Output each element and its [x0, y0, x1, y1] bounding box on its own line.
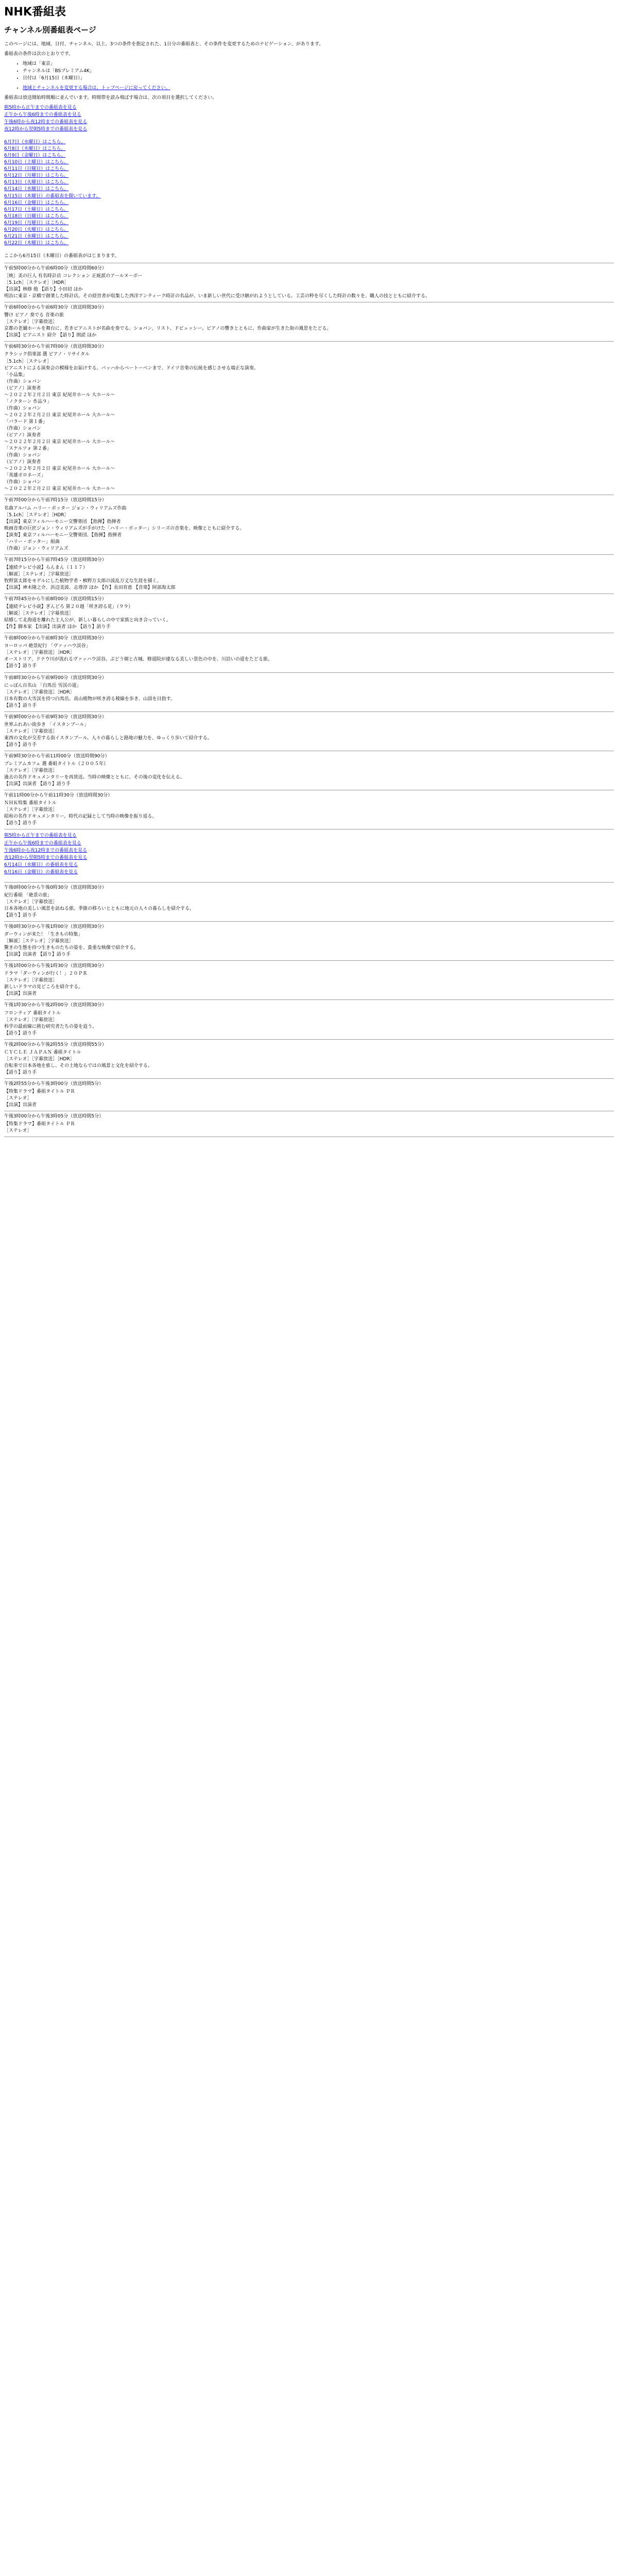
- program-time: 午前5時00分から午前6時00分（放送時間60分）: [4, 265, 107, 271]
- program-detail: 過去の名作ドキュメンタリーを再放送。当時の映像とともに、その後の変化を伝える。: [4, 775, 185, 781]
- program-detail: ［ステレオ］［字幕放送］［HDR］: [4, 650, 75, 656]
- program-item: [4, 497, 614, 552]
- next-day-link[interactable]: 6月16日（金曜日）の番組表を見る: [4, 869, 78, 875]
- date-link[interactable]: 6月22日（木曜日）はこちら。: [4, 240, 69, 246]
- program-detail: ピアニストによる演奏会の模様をお届けする。バッハからベートーベンまで、ドイツ音楽の伝統を感じさせる端正な演奏。: [4, 365, 259, 371]
- date-link[interactable]: 6月17日（土曜日）はこちら。: [4, 207, 69, 212]
- date-link[interactable]: 6月12日（月曜日）はこちら。: [4, 173, 69, 179]
- nav-intro: 番組表は放送開始時間順に並んでいます。時間帯を読み飛ばす場合は、次の項目を選択してください。: [4, 95, 217, 100]
- program-detail: 〜２０２２年２月２日 東京 紀尾井ホール 大ホール〜: [4, 392, 115, 398]
- divider: [4, 1078, 614, 1079]
- program-detail: 【語り】語り手: [4, 912, 37, 918]
- program-detail: 〜２０２２年２月２日 東京 紀尾井ホール 大ホール〜: [4, 466, 115, 472]
- program-detail: ［5.1ch］［ステレオ］［HDR］: [4, 512, 69, 518]
- program-item: [4, 924, 614, 958]
- program-item: [4, 1042, 614, 1076]
- divider: [4, 554, 614, 555]
- program-detail: ［ステレオ］: [4, 1128, 32, 1134]
- program-detail: 日本有数の大雪渓を持つ白馬岳。高山植物が咲き誇る稜線を歩き、山頂を目指す。: [4, 696, 175, 702]
- program-item: [4, 344, 614, 493]
- program-time: 午前9時00分から午前9時30分（放送時間30分）: [4, 714, 107, 720]
- program-detail: ［ステレオ］［字幕放送］: [4, 768, 58, 774]
- program-time: 午前6時00分から午前6時30分（放送時間30分）: [4, 305, 107, 311]
- program-time: 午後1時30分から午後2時00分（放送時間30分）: [4, 1003, 107, 1008]
- program-item: [4, 1113, 614, 1134]
- program-time: 午前8時30分から午前9時00分（放送時間30分）: [4, 675, 107, 681]
- program-time: 午前7時45分から午前8時00分（放送時間15分）: [4, 597, 107, 602]
- time-link-morning[interactable]: 朝5時から正午までの番組表を見る: [4, 833, 77, 839]
- program-title: フロンティア 番組タイトル: [4, 1010, 61, 1016]
- page-subtitle: チャンネル別番組表ページ: [4, 25, 96, 35]
- condition-channel: • チャンネルは「BSプレミアム4K」: [23, 68, 614, 75]
- program-detail: ［ステレオ］［字幕放送］: [4, 978, 58, 984]
- program-detail: （作曲）ショパン: [4, 405, 41, 411]
- program-title: 【連続テレビ小説】ぎんどろ 第２０週「咲き誇る花」（９９）: [4, 604, 133, 610]
- program-detail: ［ステレオ］［字幕放送］: [4, 1017, 58, 1023]
- change-list: [4, 85, 614, 92]
- program-detail: 「スケルツォ 第２番」: [4, 446, 52, 452]
- program-detail: ［ステレオ］: [4, 1096, 32, 1101]
- program-detail: 【出演】ピアニスト 紹介 【語り】朗読 ほか: [4, 333, 97, 338]
- program-detail: （作曲）ショパン: [4, 379, 41, 384]
- program-title: ＮＨＫ特集 番組タイトル: [4, 801, 57, 806]
- program-detail: 〜２０２２年２月２日 東京 紀尾井ホール 大ホール〜: [4, 412, 115, 418]
- time-link-evening[interactable]: 午後6時から夜12時までの番組表を見る: [4, 848, 88, 853]
- time-link-night[interactable]: 夜12時から翌朝5時までの番組表を見る: [4, 855, 88, 860]
- program-item: [4, 963, 614, 997]
- program-detail: オーストリア、ドナウ川が流れるヴァッハウ渓谷。ぶどう畑と古城、修道院が連なる美しい景色の中を、川沿いの道をたどる旅。: [4, 657, 272, 663]
- program-time: 午後0時00分から午後0時30分（放送時間30分）: [4, 885, 107, 890]
- program-detail: 「ハリー・ポッター」組曲: [4, 539, 60, 545]
- program-time: 午前9時30分から午前11時00分（放送時間90分）: [4, 754, 110, 759]
- program-detail: ［ステレオ］［字幕放送］: [4, 807, 58, 813]
- prev-day-link[interactable]: 6月14日（水曜日）の番組表を見る: [4, 862, 78, 868]
- program-detail: 「英雄ポロネーズ」: [4, 473, 46, 479]
- program-detail: 【語り】語り手: [4, 664, 37, 669]
- program-time: 午後3時00分から午後3時05分（放送時間5分）: [4, 1114, 104, 1120]
- program-title: ドラマ「ダーウィンが行く！」２０ＰＲ: [4, 971, 88, 977]
- program-time: 午前11時00分から午前11時30分（放送時間30分）: [4, 793, 113, 799]
- program-time: 午後2時55分から午後3時00分（放送時間5分）: [4, 1081, 104, 1087]
- program-detail: 【語り】語り手: [4, 742, 37, 748]
- program-item: [4, 714, 614, 749]
- program-title: ダーウィンが来た！「生きもの特集」: [4, 932, 83, 938]
- divider: [4, 882, 614, 883]
- program-detail: （作曲）ジョン・ウィリアムズ: [4, 546, 68, 551]
- program-title: 世界ふれあい街歩き 「イスタンブール」: [4, 722, 89, 727]
- program-title: 響け ピアノ 奏でる 音楽の旅: [4, 313, 64, 318]
- divider: [4, 711, 614, 712]
- program-time: 午前6時30分から午前7時00分（放送時間30分）: [4, 344, 107, 350]
- change-item: [23, 85, 614, 92]
- program-detail: （作曲）ショパン: [4, 480, 41, 485]
- program-title: 【特集ドラマ】番組タイトル ＰＲ: [4, 1122, 75, 1127]
- date-link[interactable]: 6月8日（木曜日）はこちら。: [4, 146, 66, 152]
- program-detail: 〜２０２２年２月２日 東京 紀尾井ホール 大ホール〜: [4, 439, 115, 445]
- program-time: 午後1時00分から午後1時30分（放送時間30分）: [4, 963, 107, 969]
- page-title: NHK番組表: [4, 6, 66, 19]
- program-detail: ［ステレオ］［字幕放送］: [4, 319, 58, 325]
- program-detail: 驚きの生態を持つ生きものたちの姿を、貴重な映像で紹介する。: [4, 945, 139, 951]
- program-detail: ［解説］［ステレオ］［字幕放送］: [4, 611, 74, 617]
- time-links: [4, 105, 614, 133]
- program-detail: 明治に東京・京橋で創業した時計店。その経営者が収集した西洋アンティーク時計の名品が、いま新しい世代に受け継がれようとしている。工芸の粋を尽くした時計の数々を、職人の技とともに紹介する。: [4, 294, 430, 299]
- program-detail: 日本各地の美しい風景を訪ねる旅。季節の移ろいとともに地元の人々の暮らしを紹介する。: [4, 906, 195, 911]
- program-item: [4, 885, 614, 919]
- program-detail: ［ステレオ］［字幕放送］［HDR］: [4, 689, 75, 695]
- program-title: クラシック倶楽部 選 ピアノ・リサイタル: [4, 352, 90, 358]
- program-detail: ［ステレオ］［字幕放送］［HDR］: [4, 1056, 75, 1062]
- program-item: [4, 1002, 614, 1037]
- program-detail: ［5.1ch］［ステレオ］: [4, 359, 52, 364]
- program-title: 名曲アルバム ハリー・ポッター ジョン・ウィリアムズ作曲: [4, 505, 127, 511]
- program-detail: 〜２０２２年２月２日 東京 紀尾井ホール 大ホール〜: [4, 486, 115, 492]
- back-to-top-link[interactable]: 地域とチャンネルを変更する場合は、トップページに戻ってください。: [23, 85, 170, 91]
- program-detail: （ピアノ）演奏者: [4, 433, 41, 438]
- program-item: [4, 1081, 614, 1109]
- program-detail: 【出演】出演者 【語り】語り手: [4, 952, 71, 958]
- condition-area: • 地域は「東京」: [23, 61, 614, 67]
- program-detail: 【出演】出演者: [4, 991, 37, 997]
- program-detail: 【出演】東京フィルハーモニー交響楽団 【指揮】指揮者: [4, 519, 121, 524]
- date-links: [4, 139, 614, 247]
- program-detail: 【作】脚本家 【出演】出演者 ほか 【語り】語り手: [4, 624, 111, 630]
- date-link[interactable]: 6月14日（水曜日）はこちら。: [4, 187, 69, 192]
- program-detail: 東西の文化が交差する街イスタンブール。人々の暮らしと路地の魅力を、ゆっくり歩いて紹介する。: [4, 735, 212, 741]
- time-link-evening[interactable]: 午後6時から夜12時までの番組表を見る: [4, 120, 88, 125]
- divider: [4, 672, 614, 673]
- program-title: ＣＹＣＬＥ ＪＡＰＡＮ 番組タイトル: [4, 1049, 81, 1055]
- program-detail: （作曲）ショパン: [4, 453, 41, 459]
- date-link[interactable]: 6月11日（日曜日）はこちら。: [4, 166, 69, 172]
- program-time: 午後0時30分から午後1時00分（放送時間30分）: [4, 924, 107, 929]
- program-detail: 結婚して北海道を離れた主人公が、新しい暮らしの中で家族と向き合っていく。: [4, 618, 171, 623]
- date-link[interactable]: 6月18日（日曜日）はこちら。: [4, 213, 69, 219]
- schedule-header: ここから6月15日（木曜日）の番組表がはじまります。: [4, 253, 119, 259]
- date-link[interactable]: 6月13日（火曜日）はこちら。: [4, 180, 69, 185]
- program-detail: 【出演】出演者 【語り】語り手: [4, 782, 71, 787]
- date-link[interactable]: 6月20日（火曜日）はこちら。: [4, 227, 69, 232]
- program-title: ヨーロッパ 絶景紀行 「ヴァッハウ渓谷」: [4, 643, 91, 649]
- conditions-header: 番組表の条件は次のとおりです。: [4, 51, 74, 57]
- program-detail: 自転車で日本各地を旅し、その土地ならではの風景と文化を紹介する。: [4, 1063, 152, 1069]
- program-item: [4, 753, 614, 788]
- program-detail: 科学の最前線に挑む研究者たちの姿を追う。: [4, 1024, 97, 1029]
- date-link[interactable]: 6月9日（金曜日）はこちら。: [4, 153, 66, 159]
- program-detail: （ピアノ）演奏者: [4, 385, 41, 391]
- program-title: 【連続テレビ小説】らんまん（１１７）: [4, 565, 88, 570]
- page: [0, 0, 618, 1142]
- program-time: 午前7時00分から午前7時15分（放送時間15分）: [4, 498, 107, 503]
- program-title: ［映］美の巨人 有名時計店 コレクション 正統派のアールヌーボー: [4, 274, 143, 279]
- program-detail: （作曲）ショパン: [4, 426, 41, 431]
- program-detail: ［解説］［ステレオ］［字幕放送］: [4, 571, 74, 577]
- program-detail: 【語り】語り手: [4, 703, 37, 708]
- program-detail: ［ステレオ］［字幕放送］: [4, 728, 58, 734]
- program-time: 午後2時00分から午後2時55分（放送時間55分）: [4, 1042, 107, 1047]
- time-link-afternoon[interactable]: 正午から午後6時までの番組表を見る: [4, 112, 81, 118]
- program-detail: ［解説］［ステレオ］［字幕放送］: [4, 939, 74, 944]
- program-time: 午前8時00分から午前8時30分（放送時間30分）: [4, 636, 107, 641]
- program-title: 紀行番組 「絶景の旅」: [4, 892, 52, 898]
- program-detail: 映画音楽の巨匠ジョン・ウィリアムズが手がけた「ハリー・ポッター」シリーズの音楽を、映像とともに紹介する。: [4, 526, 245, 531]
- program-item: [4, 265, 614, 300]
- divider: [4, 1039, 614, 1040]
- program-item: [4, 557, 614, 591]
- divider: [4, 960, 614, 961]
- program-item: [4, 635, 614, 670]
- program-title: にっぽん百名山 「白馬岳 雪渓の道」: [4, 683, 81, 688]
- program-detail: 牧野富太郎をモデルにした植物学者・槙野万太郎の波乱万丈な生涯を描く。: [4, 578, 162, 584]
- program-detail: （ピアノ）演奏者: [4, 460, 41, 465]
- program-detail: 「バラード 第１番」: [4, 419, 47, 425]
- program-item: [4, 792, 614, 827]
- condition-date: • 日付は「6月15日（木曜日）」: [23, 75, 614, 82]
- divider: [4, 341, 614, 342]
- program-detail: 【演奏】東京フィルハーモニー交響楽団、【指揮】指揮者: [4, 532, 122, 538]
- program-list-afternoon: [4, 885, 614, 1138]
- program-detail: 新しいドラマの見どころを紹介する。: [4, 985, 83, 990]
- program-detail: 【語り】語り手: [4, 821, 37, 826]
- program-detail: 【語り】語り手: [4, 1030, 37, 1036]
- program-title: 【特集ドラマ】番組タイトル ＰＲ: [4, 1089, 75, 1094]
- time-links-mid: [4, 833, 614, 875]
- date-link[interactable]: 6月19日（月曜日）はこちら。: [4, 220, 69, 226]
- program-title: プレミアムカフェ 選 番組タイトル（２００５年）: [4, 761, 109, 767]
- program-detail: 「小品集」: [4, 372, 28, 378]
- program-detail: 「ノクターン 作品９」: [4, 399, 52, 404]
- date-link-current[interactable]: 6月15日（木曜日）の番組表を開いています。: [4, 193, 101, 199]
- date-link[interactable]: 6月7日（水曜日）はこちら。: [4, 140, 66, 145]
- time-link-morning[interactable]: 朝5時から正午までの番組表を見る: [4, 105, 77, 110]
- date-link[interactable]: 6月21日（水曜日）はこちら。: [4, 233, 69, 239]
- program-detail: 【語り】語り手: [4, 1070, 37, 1075]
- program-detail: ［5.1ch］［ステレオ］［HDR］: [4, 280, 69, 286]
- divider: [4, 921, 614, 922]
- program-item: [4, 675, 614, 709]
- intro-text: このページには、地域、日付、チャンネル、以上、3つの条件を指定された、1日分の番組表と、その条件を変更するためのナビゲーション、があります。: [4, 41, 324, 47]
- program-detail: ［ステレオ］［字幕放送］: [4, 899, 58, 905]
- time-link-night[interactable]: 夜12時から翌朝5時までの番組表を見る: [4, 127, 88, 132]
- program-detail: 京都の老舗ホールを舞台に、若きピアニストが名曲を奏でる。ショパン、リスト、ドビュッシー。ピアノの響きとともに、作曲家が生きた街の風景をたどる。: [4, 326, 332, 332]
- conditions-list: [4, 61, 614, 82]
- program-detail: 昭和の名作ドキュメンタリー。時代の記録として当時の映像を振り返る。: [4, 814, 157, 820]
- time-link-afternoon[interactable]: 正午から午後6時までの番組表を見る: [4, 840, 81, 846]
- program-item: [4, 596, 614, 631]
- program-detail: 【出演】神木隆之介、浜辺美波、志尊淳 ほか 【作】長田育恵 【音楽】阿部海太郎: [4, 585, 176, 591]
- program-list: [4, 265, 614, 830]
- date-link[interactable]: 6月10日（土曜日）はこちら。: [4, 160, 69, 165]
- divider: [4, 999, 614, 1000]
- date-link[interactable]: 6月16日（金曜日）はこちら。: [4, 200, 69, 206]
- program-detail: 【出演】出演者: [4, 1103, 37, 1108]
- program-detail: 【出演】林修 他 【語り】小田切 ほか: [4, 287, 83, 293]
- program-item: [4, 304, 614, 339]
- program-time: 午前7時15分から午前7時45分（放送時間30分）: [4, 557, 107, 563]
